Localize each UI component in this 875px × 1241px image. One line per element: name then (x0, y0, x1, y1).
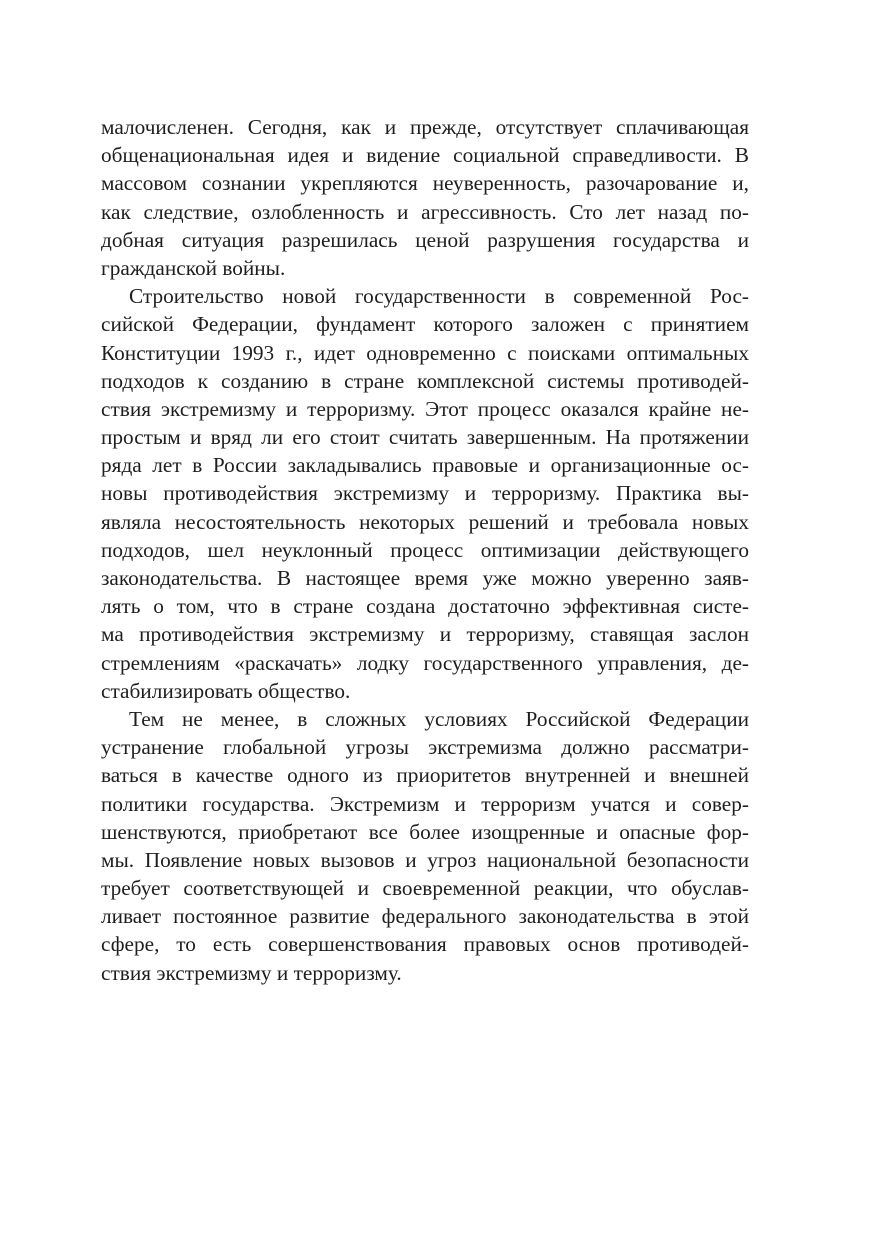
paragraph (101, 705, 749, 987)
text-line: ма противодействия экстремизму и терроризму, ставящая заслон (101, 622, 749, 647)
text-line: Тем не менее, в сложных условиях Российской Федерации (129, 706, 749, 731)
text-line: как следствие, озлобленность и агрессивность. Сто лет назад по- (101, 199, 749, 224)
text-line: сфере, то есть совершенствования правовых основ противодей- (101, 932, 749, 957)
text-line: простым и вряд ли его стоит считать завершенным. На протяжении (101, 425, 749, 450)
text-line: ствия экстремизму и терроризму. Этот процесс оказался крайне не- (101, 396, 749, 421)
text-line: ливает постоянное развитие федерального законодательства в этой (101, 904, 749, 929)
text-line: ряда лет в России закладывались правовые и организационные ос- (101, 453, 749, 478)
text-line: требует соответствующей и своевременной реакции, что обуслав- (101, 876, 749, 901)
text-line: лять о том, что в стране создана достаточно эффективная систе- (101, 594, 749, 619)
body-text (101, 113, 749, 987)
text-line: законодательства. В настоящее время уже можно уверенно заяв- (101, 566, 749, 590)
text-line: добная ситуация разрешилась ценой разрушения государства и (101, 227, 749, 252)
text-line: массовом сознании укрепляются неуверенность, разочарование и, (101, 171, 749, 196)
text-line: политики государства. Экстремизм и терроризм учатся и совер- (101, 791, 749, 816)
text-line: устранение глобальной угрозы экстремизма должно рассматри- (101, 735, 749, 760)
text-line: шенствуются, приобретают все более изощренные и опасные фор- (101, 819, 749, 844)
text-line: мы. Появление новых вызовов и угроз национальной безопасности (101, 847, 749, 872)
paragraph (101, 113, 749, 282)
text-line: новы противодействия экстремизму и терроризму. Практика вы- (101, 481, 749, 506)
text-line: гражданской войны. (101, 255, 286, 280)
text-line: являла несостоятельность некоторых решений и требовала новых (101, 509, 749, 534)
text-line: Конституции 1993 г., идет одновременно с поисками оптимальных (101, 340, 749, 365)
text-line: ваться в качестве одного из приоритетов внутренней и внешней (101, 763, 749, 788)
text-line: малочисленен. Сегодня, как и прежде, отсутствует сплачивающая (101, 115, 749, 139)
text-line: стремлениям «раскачать» лодку государственного управления, де- (101, 650, 749, 675)
text-line: ствия экстремизму и терроризму. (101, 960, 402, 985)
text-line: подходов к созданию в стране комплексной системы противодей- (101, 368, 749, 393)
text-line: Строительство новой государственности в современной Рос- (129, 284, 749, 309)
text-line: подходов, шел неуклонный процесс оптимизации действующего (101, 537, 749, 562)
text-line: стабилизировать общество. (101, 678, 351, 703)
text-line: сийской Федерации, фундамент которого заложен с принятием (101, 312, 749, 337)
text-line: общенациональная идея и видение социальной справедливости. В (101, 143, 749, 168)
paragraph (101, 282, 749, 705)
